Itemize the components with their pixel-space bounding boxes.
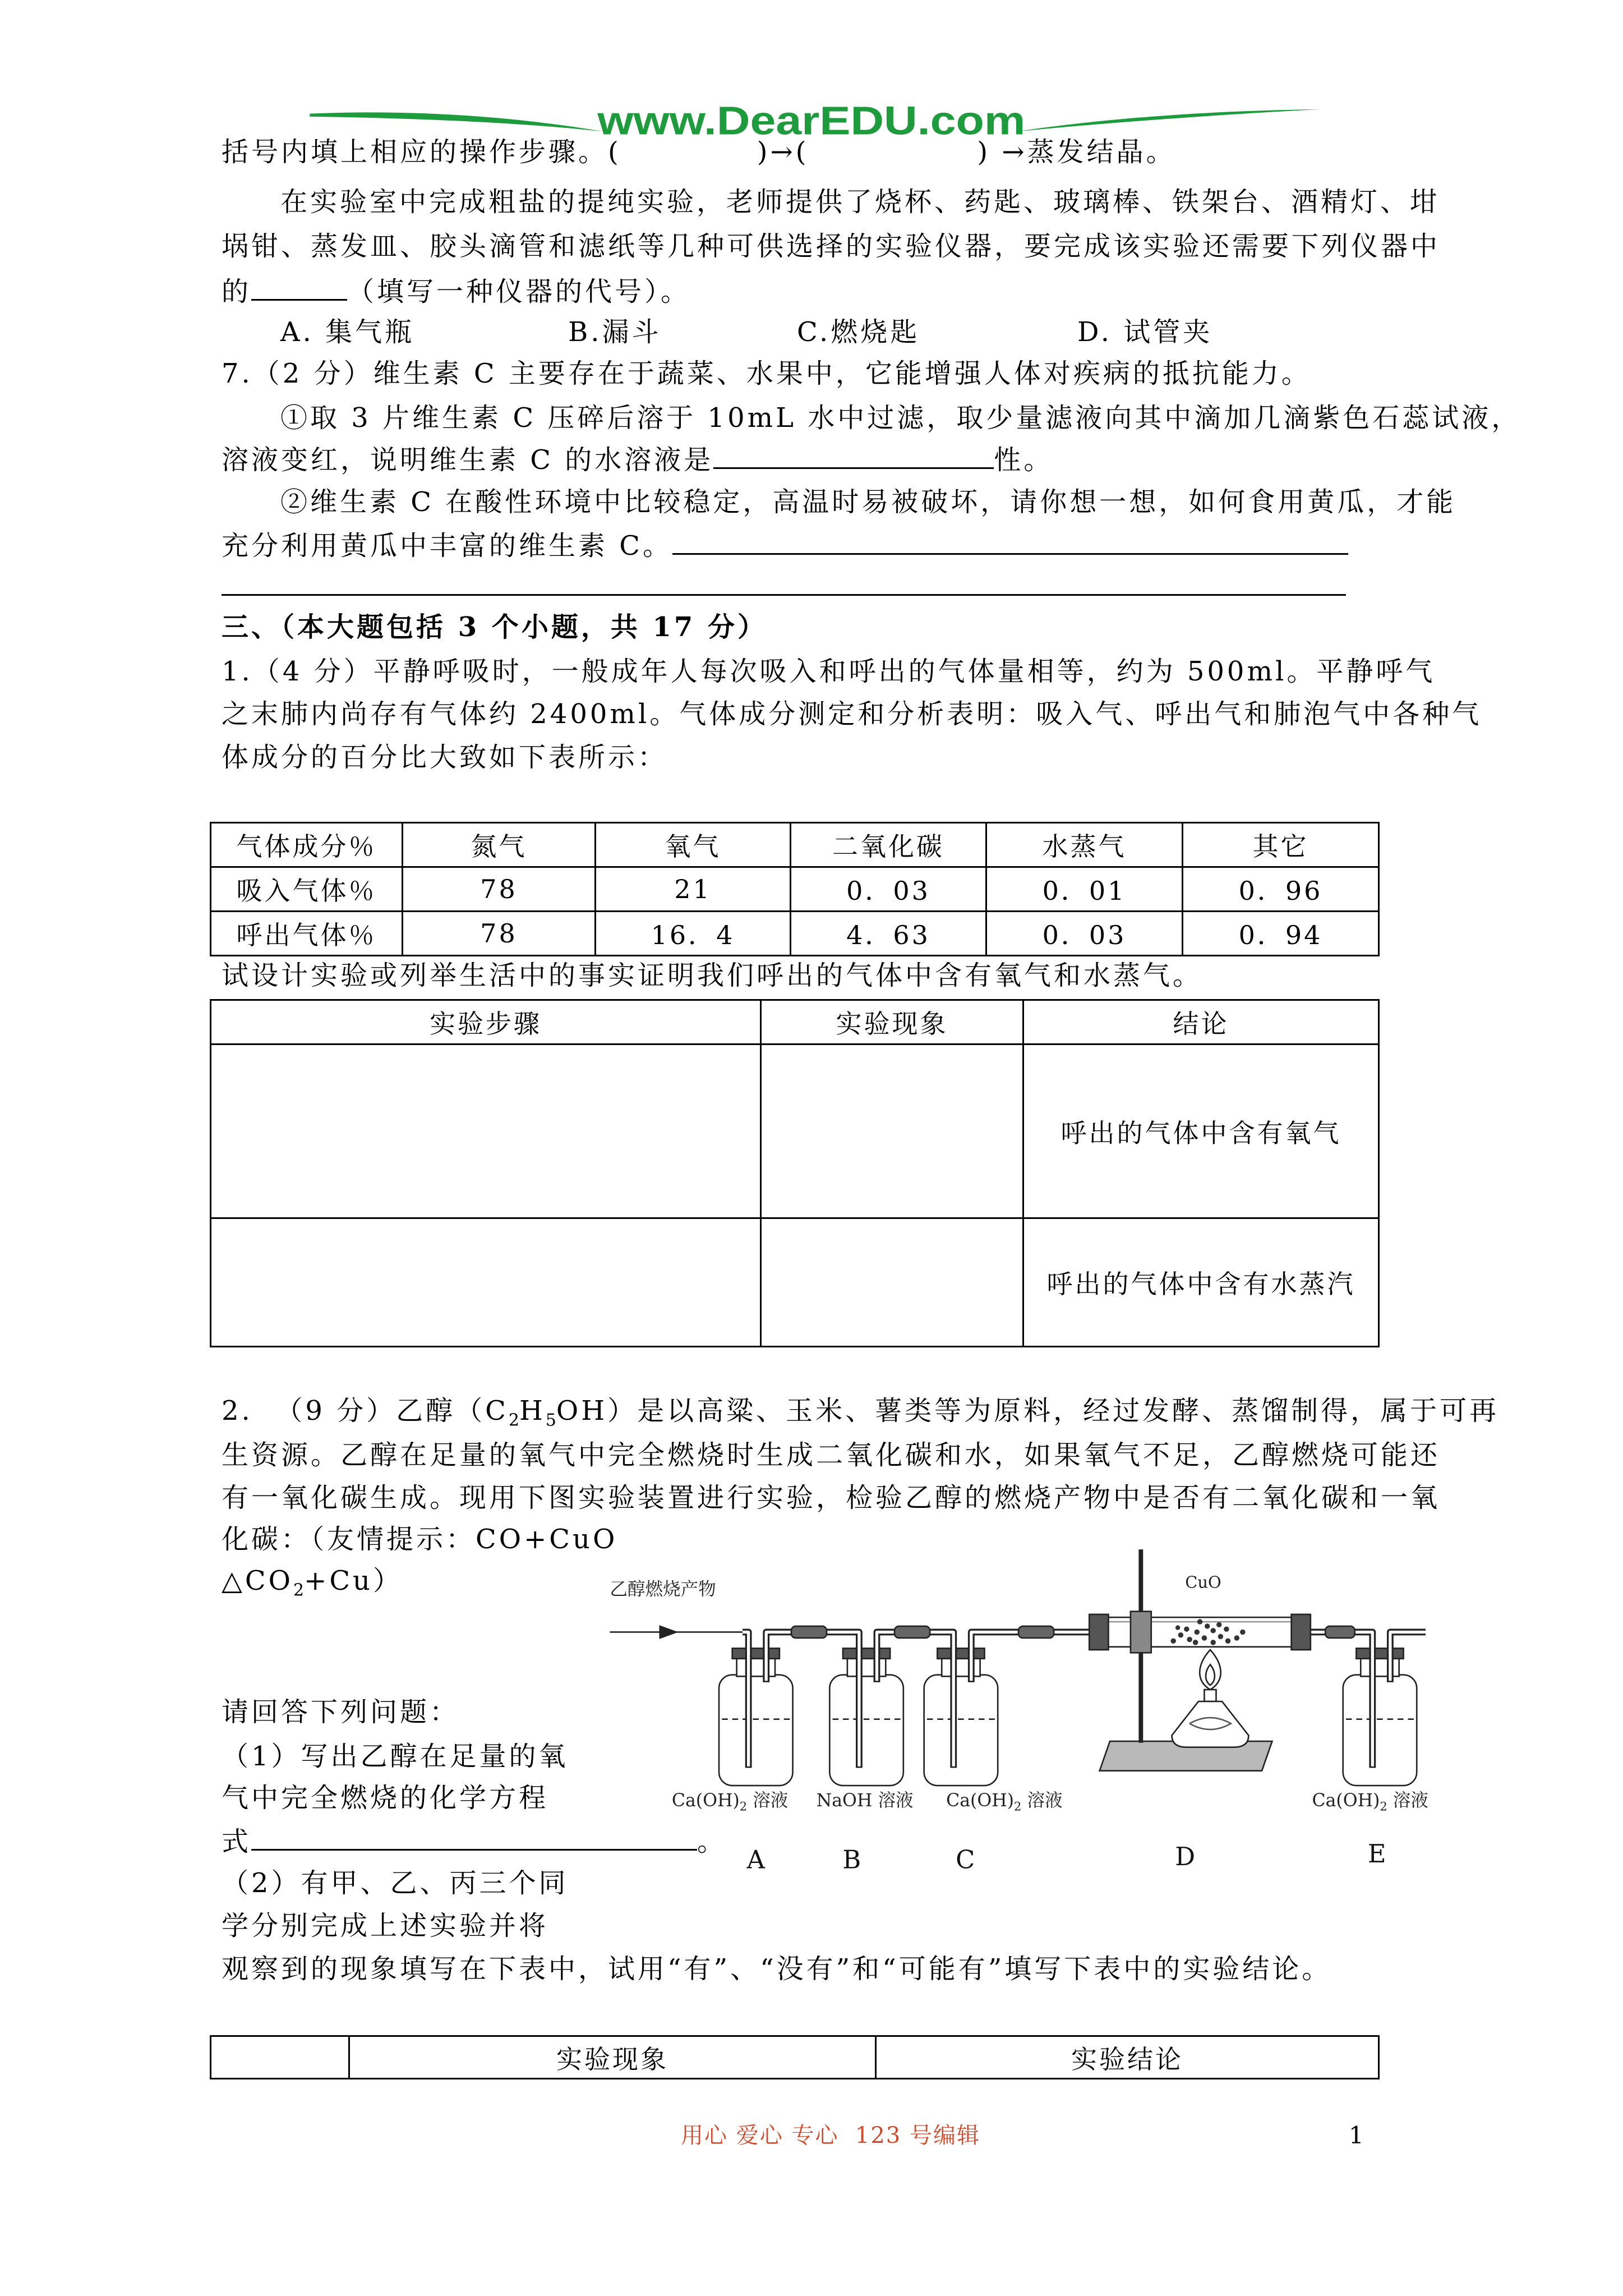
s3-q2-sub1-line-2: 气中完全燃烧的化学方程 — [222, 1782, 549, 1814]
table-header-cell — [211, 2036, 349, 2079]
q6-line-2: 在实验室中完成粗盐的提纯实验，老师提供了烧杯、药匙、玻璃棒、铁架台、酒精灯、坩 — [280, 186, 1440, 218]
answer-blank — [713, 443, 994, 469]
q2-text: 式 — [222, 1826, 252, 1857]
s3-q2-line-5 — [222, 1565, 403, 1600]
table-cell: 78 — [403, 867, 596, 912]
q7-part1-line-2 — [222, 443, 1053, 476]
q2-text: +Cu） — [304, 1565, 403, 1596]
flame — [1200, 1650, 1221, 1690]
q7-part1-text-a: 溶液变红，说明维生素 C 的水溶液是 — [222, 444, 714, 476]
bottle-c-label: $Ca(OH)_2$ 溶液 — [946, 1790, 1063, 1814]
q6-line-4-text-b: （填写一种仪器的代号）。 — [347, 276, 691, 307]
rubber-connector — [791, 1626, 827, 1638]
q6-line-3: 埚钳、蒸发皿、胶头滴管和滤纸等几种可供选择的实验仪器，要完成该实验还需要下列仪器中 — [222, 231, 1441, 262]
letter-a: A — [746, 1844, 765, 1875]
table-cell: 0．96 — [1183, 867, 1379, 912]
option-a: A. 集气瓶 — [280, 316, 415, 348]
stopper — [843, 1648, 890, 1658]
s3-q2-sub2-line-1: （2）有甲、乙、丙三个同 — [222, 1867, 569, 1899]
table-header-row — [211, 2036, 1379, 2079]
experiment-design-table — [210, 999, 1380, 1347]
q7-part1-text-b: 性。 — [994, 444, 1054, 476]
table-header-row — [211, 823, 1379, 867]
table-header-cell: 实验现象 — [761, 1000, 1023, 1045]
page-number: 1 — [1349, 2122, 1364, 2149]
q6-line-1 — [222, 136, 1176, 168]
answer-blank — [251, 1824, 697, 1851]
stopper — [732, 1648, 780, 1658]
table-cell: 4．63 — [791, 912, 986, 956]
table-header-cell: 水蒸气 — [986, 823, 1183, 867]
q6-line-4 — [222, 274, 690, 308]
table-header-row — [211, 1000, 1379, 1045]
answer-cell — [761, 1218, 1023, 1347]
q7-part1-line-1: ①取 3 片维生素 C 压碎后溶于 10mL 水中过滤，取少量滤液向其中滴加几滴紫色石蕊试液， — [280, 402, 1521, 434]
subscript: 5 — [545, 1410, 556, 1430]
rubber-connector — [1018, 1626, 1054, 1638]
conclusion-cell: 呼出的气体中含有氧气 — [1023, 1045, 1379, 1218]
s3-q2-line-4: 化碳：（友情提示：CO+CuO — [222, 1524, 618, 1555]
result-table — [210, 2035, 1380, 2079]
s3-q2-sub1-line-1: （1）写出乙醇在足量的氧 — [222, 1741, 569, 1772]
table-header-cell: 二氧化碳 — [791, 823, 986, 867]
q7-part2-line-2 — [222, 528, 1348, 562]
table-cell: 0．03 — [986, 912, 1183, 956]
subscript: 2 — [293, 1580, 305, 1600]
table-row — [211, 912, 1379, 956]
q2-text: OH）是以高粱、玉米、薯类等为原料，经过发酵、蒸馏制得，属于可再 — [556, 1395, 1500, 1427]
q6-line-1-text-b: )→( — [757, 136, 809, 168]
cuo-label: CuO — [1185, 1572, 1221, 1592]
table-header-cell: 其它 — [1183, 823, 1379, 867]
s3-q1-line-2: 之末肺内尚存有气体约 2400ml。气体成分测定和分析表明：吸入气、呼出气和肺泡气中各种气 — [222, 698, 1482, 730]
bottle-b-label: NaOH 溶液 — [816, 1790, 914, 1811]
table-cell: 0．03 — [791, 867, 986, 912]
option-d: D. 试管夹 — [1077, 316, 1213, 348]
q2-text: △CO — [222, 1565, 293, 1596]
answer-line — [222, 594, 1346, 596]
logo-text: www.DearEDU.com — [597, 99, 1026, 144]
answer-cell — [211, 1045, 761, 1218]
logo-swoosh-right — [1018, 109, 1320, 131]
table-cell: 吸入气体％ — [211, 867, 403, 912]
s3-q2-sub2-line-2: 学分别完成上述实验并将 — [222, 1910, 549, 1941]
table-header-cell: 氧气 — [596, 823, 791, 867]
combustion-tube — [1089, 1612, 1311, 1653]
clamp — [1131, 1612, 1151, 1653]
letter-b: B — [842, 1844, 861, 1875]
s3-q2-sub2-line-3: 观察到的现象填写在下表中，试用“有”、“没有”和“可能有”填写下表中的实验结论。 — [222, 1953, 1332, 1985]
s3-q1-line-1: 1.（4 分）平静呼吸时，一般成年人每次吸入和呼出的气体量相等，约为 500ml。平静呼气 — [222, 656, 1436, 687]
bottle-b — [829, 1648, 903, 1786]
answer-blank — [251, 274, 347, 301]
rubber-connector — [895, 1626, 930, 1638]
letter-e: E — [1367, 1838, 1386, 1869]
s3-q1-line-3: 体成分的百分比大致如下表所示： — [222, 742, 668, 773]
s3-q2-line-2: 生资源。乙醇在足量的氧气中完全燃烧时生成二氧化碳和水，如果氧气不足，乙醇燃烧可能还 — [222, 1439, 1441, 1471]
s3-q2-sub1-line-3 — [222, 1824, 727, 1858]
tube-stopper-right — [1292, 1614, 1311, 1650]
q2-text: 。 — [697, 1826, 727, 1857]
table-cell: 0．94 — [1183, 912, 1379, 956]
q7-part2-text: 充分利用黄瓜中丰富的维生素 C。 — [222, 530, 672, 562]
s3-q2-line-3: 有一氧化碳生成。现用下图实验装置进行实验，检验乙醇的燃烧产物中是否有二氧化碳和一氧 — [222, 1482, 1441, 1513]
table-cell: 21 — [596, 867, 791, 912]
q6-line-1-text-c: ) →蒸发结晶。 — [977, 136, 1176, 168]
stopper — [937, 1648, 984, 1658]
logo-swoosh-left — [310, 112, 602, 131]
option-c: C.燃烧匙 — [797, 316, 920, 348]
letter-c: C — [956, 1844, 975, 1875]
table-cell: 16．4 — [596, 912, 791, 956]
table-row — [211, 1218, 1379, 1347]
input-arrow-head — [660, 1626, 676, 1638]
q6-line-4-text-a: 的 — [222, 276, 252, 307]
bottle-c — [924, 1648, 998, 1786]
answer-cell — [761, 1045, 1023, 1218]
gas-composition-table — [210, 822, 1380, 956]
table-cell: 0．01 — [986, 867, 1183, 912]
q6-line-1-text-a: 括号内填上相应的操作步骤。( — [222, 136, 621, 168]
table-header-cell: 实验步骤 — [211, 1000, 761, 1045]
q7-title: 7.（2 分）维生素 C 主要存在于蔬菜、水果中，它能增强人体对疾病的抵抗能力。 — [222, 358, 1311, 389]
conclusion-cell: 呼出的气体中含有水蒸汽 — [1023, 1218, 1379, 1347]
stopper — [1356, 1648, 1403, 1658]
table-header-cell: 氮气 — [403, 823, 596, 867]
table-header-cell: 结论 — [1023, 1000, 1379, 1045]
q2-text: 2. （9 分）乙醇（C — [222, 1395, 509, 1427]
bottle-e — [1343, 1648, 1417, 1786]
table-row — [211, 1045, 1379, 1218]
bottle-e-label: $Ca(OH)_2$ 溶液 — [1312, 1790, 1428, 1814]
section-3-title: 三、（本大题包括 3 个小题，共 17 分） — [222, 611, 768, 643]
q2-text: H — [519, 1395, 546, 1427]
footer-editor-note: 用心 爱心 专心 123 号编辑 — [681, 2123, 980, 2148]
table-header-cell: 实验结论 — [876, 2036, 1379, 2079]
alcohol-lamp — [1172, 1650, 1249, 1747]
answer-cell — [211, 1218, 761, 1347]
table-cell: 78 — [403, 912, 596, 956]
s3-q2-line-1 — [222, 1395, 1500, 1430]
letter-d: D — [1175, 1842, 1196, 1872]
tube-stopper-left — [1089, 1614, 1108, 1650]
bottle-a-label: $Ca(OH)_2$ 溶液 — [671, 1790, 789, 1814]
input-label: 乙醇燃烧产物 — [610, 1579, 716, 1600]
rubber-connector — [1325, 1626, 1355, 1638]
option-b: B.漏斗 — [568, 316, 662, 348]
s3-q2-ask: 请回答下列问题： — [222, 1696, 460, 1728]
subscript: 2 — [508, 1410, 519, 1430]
answer-blank — [672, 528, 1348, 555]
table-header-cell: 实验现象 — [349, 2036, 876, 2079]
s3-q1-prompt: 试设计实验或列举生活中的事实证明我们呼出的气体中含有氧气和水蒸气。 — [222, 960, 1203, 991]
table-cell: 呼出气体％ — [211, 912, 403, 956]
q7-part2-line-1: ②维生素 C 在酸性环境中比较稳定，高温时易被破坏，请你想一想，如何食用黄瓜，才能 — [280, 486, 1456, 518]
table-row — [211, 867, 1379, 912]
bottle-a — [719, 1648, 793, 1786]
table-header-cell: 气体成分％ — [211, 823, 403, 867]
